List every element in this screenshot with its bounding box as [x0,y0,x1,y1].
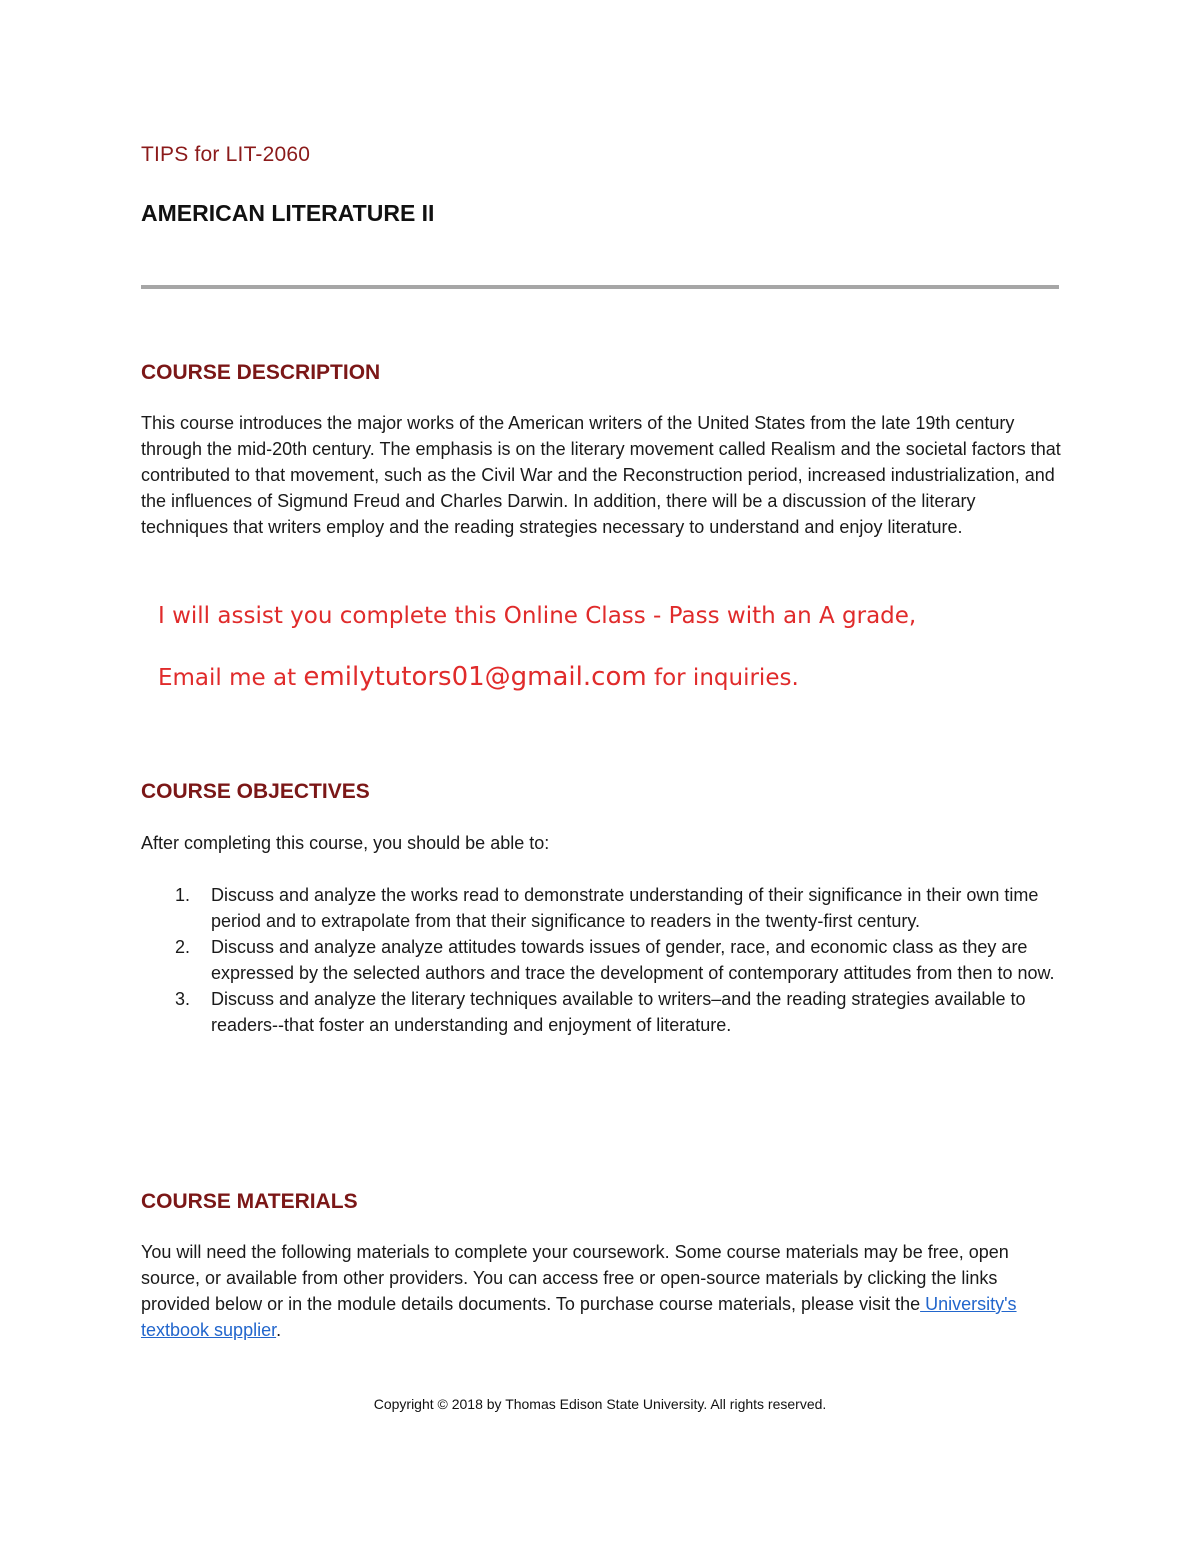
copyright-footer: Copyright © 2018 by Thomas Edison State University. All rights reserved. [373,1396,827,1412]
objective-text: Discuss and analyze the literary techniques available to writers–and the reading strategies available to readers--that foster an understanding and enjoyment of literature. [211,989,1026,1035]
objective-number: 3. [175,989,191,1009]
objectives-list [141,882,1061,1038]
objective-text: Discuss and analyze analyze attitudes towards issues of gender, race, and economic class as they are expressed by the selected authors and trace the development of contemporary attitudes from then to now. [211,937,1055,983]
course-description-text: This course introduces the major works of the American writers of the United States from the late 19th century through the mid-20th century. The emphasis is on the literary movement called Realism and the societal factors that contributed to that movement, such as the Civil War and the Reconstruction period, increased industrialization, and the influences of Sigmund Freud and Charles Darwin. In addition, there will be a discussion of the literary techniques that writers employ and the reading strategies necessary to understand and enjoy literature. [141,413,1061,537]
objective-number: 1. [175,885,191,905]
objective-text: Discuss and analyze the works read to demonstrate understanding of their significance in their own time period and to extrapolate from that their significance to readers in the twenty-first century. [211,885,1039,931]
objective-number: 2. [175,937,191,957]
promo-line-1: I will assist you complete this Online Class - Pass with an A grade, [158,603,917,629]
course-materials-text [141,1239,1061,1343]
course-description-heading: COURSE DESCRIPTION [141,361,381,384]
course-title: AMERICAN LITERATURE II [141,200,435,226]
objective-item-3 [141,986,1061,1038]
course-materials-heading: COURSE MATERIALS [141,1190,358,1213]
promo-suffix: for inquiries. [646,665,799,691]
promo-line-2 [158,662,799,692]
textbook-supplier-link[interactable]: University's textbook supplier [141,1294,1017,1340]
course-objectives-heading: COURSE OBJECTIVES [141,780,370,803]
horizontal-divider [141,285,1059,289]
objective-item-2 [141,934,1061,986]
materials-end: . [276,1320,282,1340]
promo-prefix: Email me at [158,665,304,691]
objectives-intro: After completing this course, you should be able to: [141,833,550,853]
course-code-title: TIPS for LIT-2060 [141,143,311,166]
materials-body: You will need the following materials to complete your coursework. Some course materials may be free, open source, or available from other providers. You can access free or open-source materials by clicking the links provided below or in the module details documents. To purchase course materials, please visit the [141,1242,1009,1314]
objective-item-1 [141,882,1061,934]
promo-email: emilytutors01@gmail.com [303,662,647,692]
